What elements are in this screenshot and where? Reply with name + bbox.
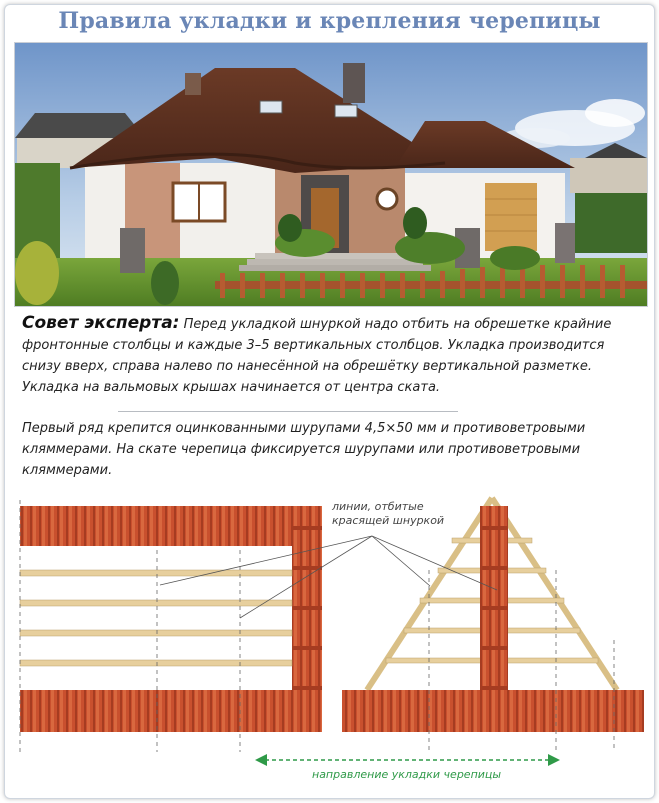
tip-lead: Совет эксперта: <box>22 313 180 333</box>
page-title: Правила укладки и крепления черепицы <box>58 8 601 34</box>
chalk-lines-label-2: красящей шнуркой <box>332 514 445 527</box>
fastening-paragraph: Первый ряд крепится оцинкованными шурупами 4,5×50 мм и противоветровыми кляммерами. На скате черепица фиксируется шурупами или противоветровыми кляммерами. <box>22 421 586 478</box>
left-bottom-tile-row <box>20 690 322 732</box>
house-photo <box>14 42 648 307</box>
left-top-tile-row <box>20 506 320 546</box>
separator <box>118 411 458 412</box>
chalk-lines-label-1: линии, отбитые <box>332 500 424 513</box>
tip-text: Перед укладкой шнуркой надо отбить на обрешетке крайние фронтонные столбцы и каждые 3–5 вертикальных столбцов. Укладка производится снизу вверх, справа налево по нанесённой на обрешётку вертикальной разметке. Укладка на вальмовых крышах начинается от центра ската. <box>22 317 612 395</box>
tile-laying-diagram <box>12 490 648 790</box>
right-gable <box>342 498 644 732</box>
left-battens <box>20 570 292 666</box>
direction-label: направление укладки черепицы <box>312 768 502 781</box>
left-vertical-tile-column <box>292 506 322 716</box>
expert-tip <box>22 313 634 398</box>
